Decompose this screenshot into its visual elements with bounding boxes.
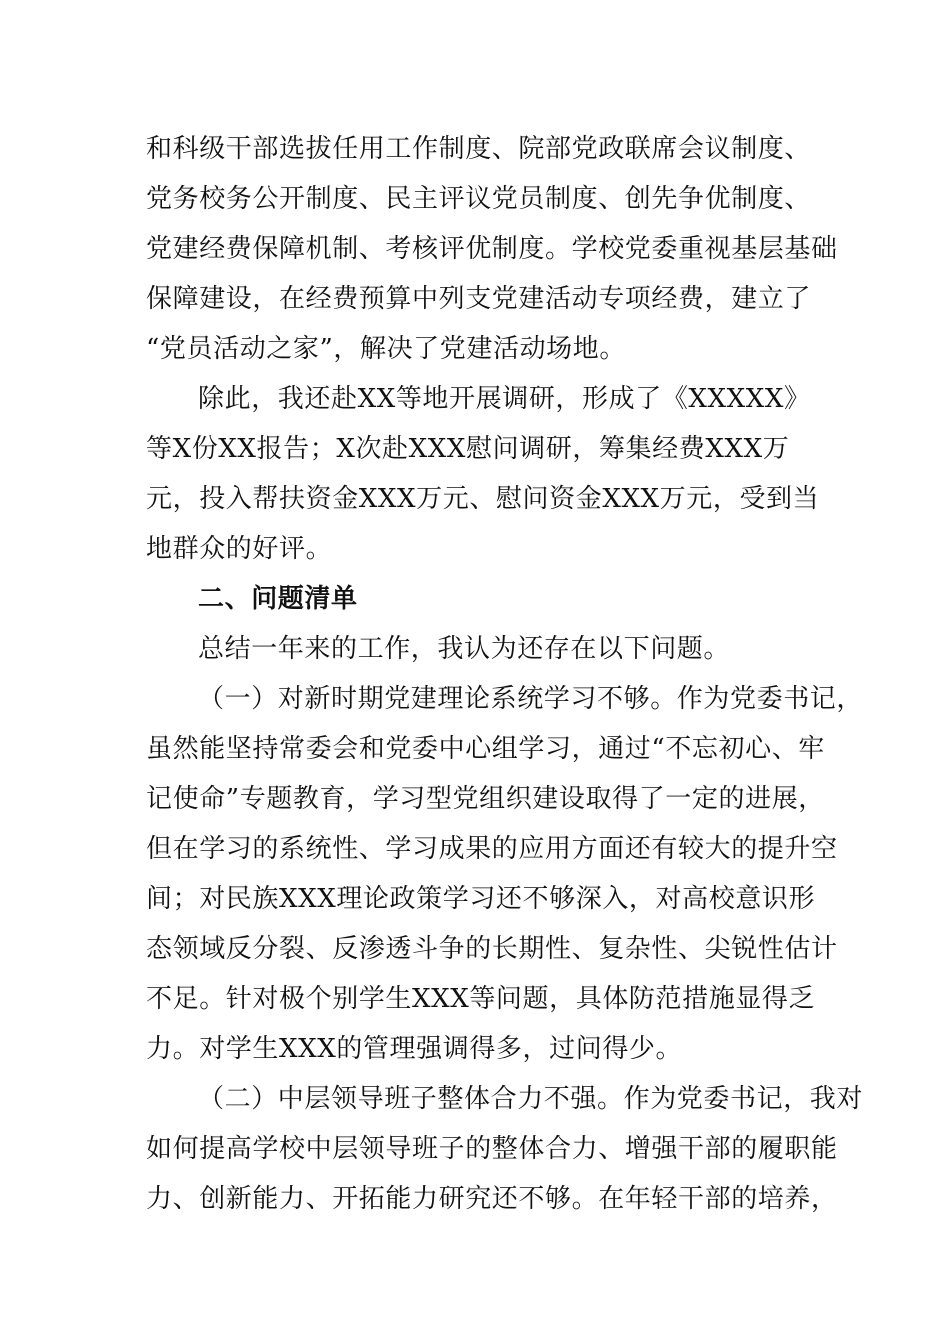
- text-line: 如何提高学校中层领导班子的整体合力、增强干部的履职能: [146, 1134, 838, 1164]
- text-line: 除此，我还赴XX等地开展调研，形成了《XXXXX》: [198, 384, 811, 414]
- text-line: 力、创新能力、开拓能力研究还不够。在年轻干部的培养，: [146, 1184, 838, 1214]
- text-line: 间；对民族XXX理论政策学习还不够深入，对高校意识形: [146, 884, 816, 914]
- text-line: 力。对学生XXX的管理强调得多，过问得少。: [146, 1034, 683, 1064]
- text-line: 等X份XX报告；X次赴XXX慰问调研，筹集经费XXX万: [146, 434, 790, 464]
- text-line: （一）对新时期党建理论系统学习不够。作为党委书记，: [198, 684, 864, 714]
- text-line: 党务校务公开制度、民主评议党员制度、创先争优制度、: [146, 184, 812, 214]
- text-line: 和科级干部选拔任用工作制度、院部党政联席会议制度、: [146, 134, 812, 164]
- text-line: “党员活动之家”，解决了党建活动场地。: [146, 334, 626, 364]
- text-line: 但在学习的系统性、学习成果的应用方面还有较大的提升空: [146, 834, 838, 864]
- section-heading: 二、问题清单: [198, 584, 358, 614]
- text-line: 总结一年来的工作，我认为还存在以下问题。: [198, 634, 731, 664]
- text-line: 态领域反分裂、反渗透斗争的长期性、复杂性、尖锐性估计: [146, 934, 838, 964]
- text-line: 虽然能坚持常委会和党委中心组学习，通过“不忘初心、牢: [146, 734, 825, 764]
- text-line: 不足。针对极个别学生XXX等问题，具体防范措施显得乏: [146, 984, 816, 1014]
- text-line: 地群众的好评。: [146, 534, 333, 564]
- text-line: 保障建设，在经费预算中列支党建活动专项经费，建立了: [146, 284, 812, 314]
- text-line: 元，投入帮扶资金XXX万元、慰问资金XXX万元，受到当: [146, 484, 820, 514]
- document-body: [146, 124, 864, 1224]
- text-line: （二）中层领导班子整体合力不强。作为党委书记，我对: [198, 1084, 864, 1114]
- text-line: 党建经费保障机制、考核评优制度。学校党委重视基层基础: [146, 234, 838, 264]
- text-line: 记使命”专题教育，学习型党组织建设取得了一定的进展，: [146, 784, 825, 814]
